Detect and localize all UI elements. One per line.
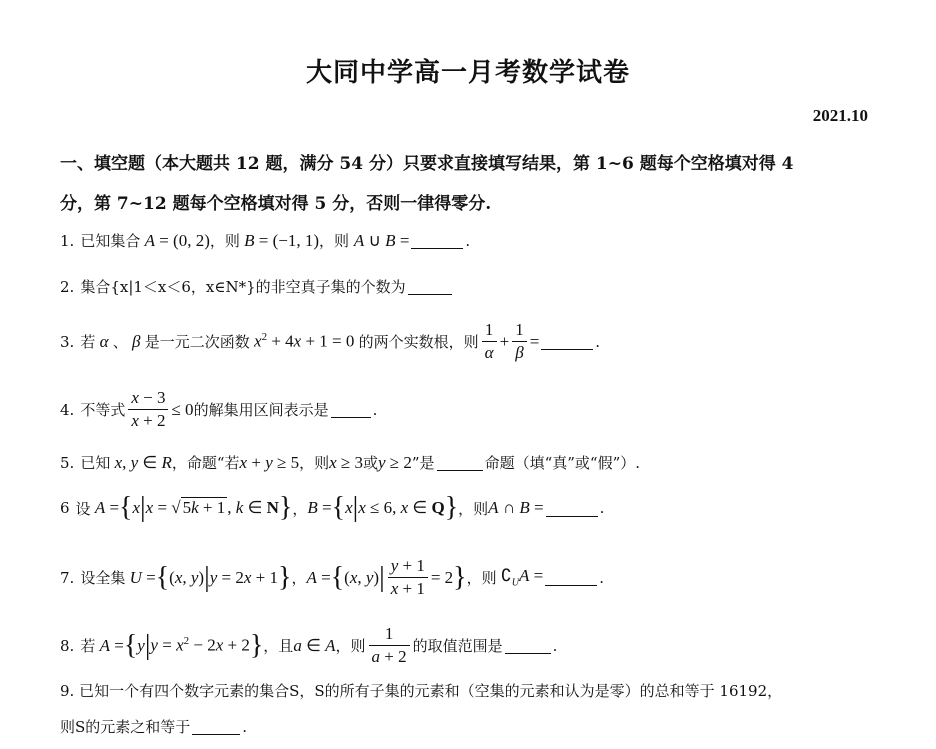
- question-9: [60, 680, 900, 701]
- exam-date: 2021.10: [812, 106, 868, 125]
- question-number: 2.: [60, 277, 75, 296]
- question-number: 4.: [60, 400, 75, 419]
- question-9-line-1: 9. 已知一个有四个数字元素的集合S，S的所有子集的元素和（空集的元素和认为是零）的总和等于 16192，: [60, 682, 783, 700]
- answer-blank[interactable]: [331, 401, 371, 418]
- question-number: 7.: [60, 568, 75, 587]
- question-9-line-2: 则S的元素之和等于: [60, 718, 191, 736]
- question-number: 3.: [60, 332, 75, 351]
- question-7: 7. 设全集 U = { (x, y) | y = 2x + 1 } ， A = { (x, y) | $\frac{y + 1}{x + 1}$ = 2 } ，则 $∁_UA$ = .: [60, 556, 604, 598]
- question-2: 2. 集合{x|1＜x＜6，x∈N*}的非空真子集的个数为: [60, 276, 900, 297]
- answer-blank[interactable]: [411, 232, 463, 249]
- answer-blank[interactable]: [192, 718, 240, 735]
- question-8: 8. 若 A = { y | $y = x^2 - 2x + 2$ } ，且 a ∈ A ，则 $\frac{1}{a + 2}$ 的取值范围是 .: [60, 624, 558, 666]
- answer-blank[interactable]: [408, 278, 452, 295]
- answer-blank[interactable]: [541, 333, 593, 350]
- question-number: 8.: [60, 636, 75, 655]
- section-line-1: 一、填空题（本大题共 12 题，满分 54 分）只要求直接填写结果，第 1~6 题每个空格填对得 4: [60, 154, 794, 174]
- question-number: 5.: [60, 453, 75, 472]
- answer-blank[interactable]: [546, 500, 598, 517]
- question-number: 6: [60, 499, 70, 517]
- question-5: 5. 已知 x, y ∈ R ，命题“若 x + y ≥ 5 ，则 x ≥ 3 或 y ≥ 2 ”是 命题（填“真”或“假”）.: [60, 452, 641, 472]
- question-number: 1.: [60, 231, 75, 250]
- question-3: 3. 若 α 、 β 是一元二次函数 $x^2 + 4x + 1 = 0$ 的两个实数根，则 $\frac{1}{\alpha}$ + $\frac{1}{\beta}$ = .: [60, 320, 601, 362]
- question-4: 4. 不等式 $\frac{x - 3}{x + 2}$ ≤ 0 的解集用区间表示是 .: [60, 388, 378, 430]
- exam-title: 大同中学高一月考数学试卷: [305, 58, 630, 88]
- section-instructions: [60, 144, 880, 224]
- answer-blank[interactable]: [437, 454, 483, 471]
- answer-blank[interactable]: [545, 569, 597, 586]
- question-6: 6 设 A = { x | x = √ 5k + 1 , k ∈ N } ， B = { x | x ≤ 6, x ∈ Q } ，则 A ∩ B = .: [60, 492, 605, 523]
- answer-blank[interactable]: [505, 637, 551, 654]
- question-9-cont: 则S的元素之和等于 .: [60, 717, 248, 736]
- section-line-2: 分，第 7~12 题每个空格填对得 5 分，否则一律得零分.: [60, 194, 492, 214]
- question-1: 1. 已知集合 A = (0, 2) ，则 B = (−1, 1) ，则 A ∪ B = .: [60, 230, 471, 250]
